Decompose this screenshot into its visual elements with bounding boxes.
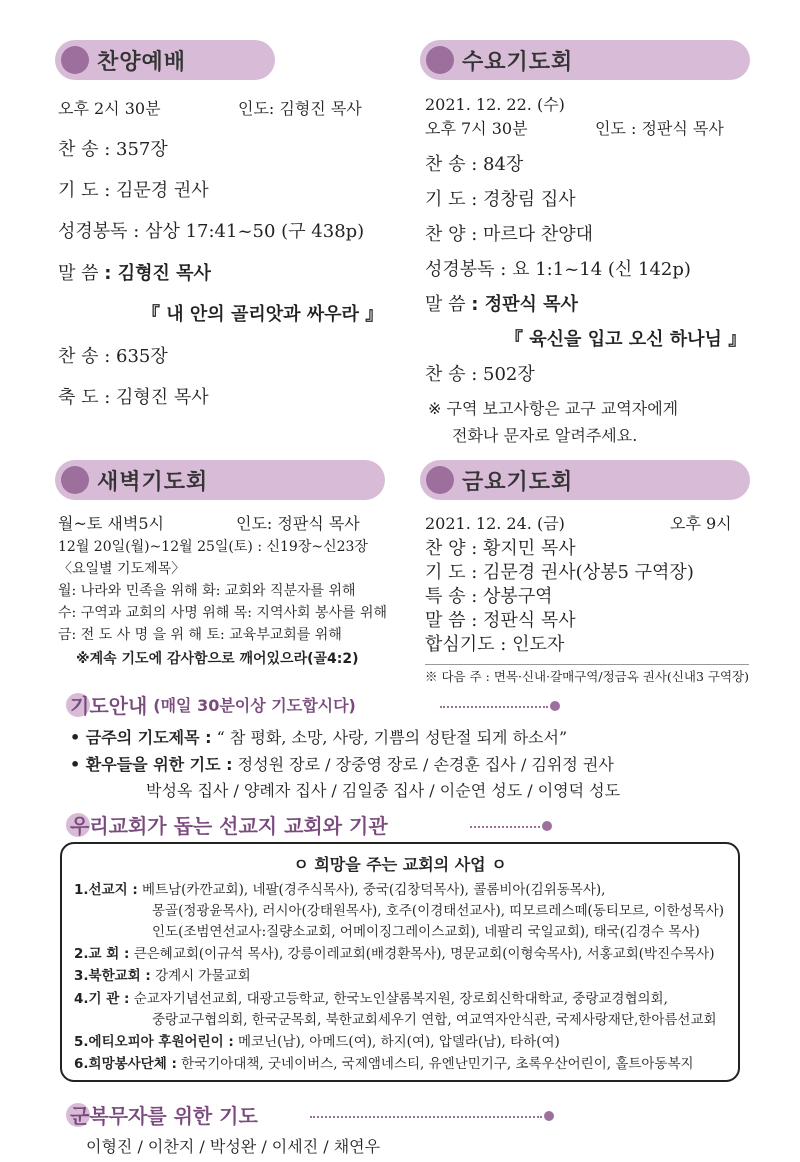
missions-line: 6.희망봉사단체 : 한국기아대책, 굿네이버스, 국제앰네스티, 유엔난민기구, 초록우산어린이, 홀트아동복지 (74, 1056, 694, 1072)
missions-line: 4.기 관 : 순교자기념선교회, 대광고등학교, 한국노인샬롬복지원, 장로회신학대학교, 중랑교경협의회, (74, 991, 668, 1007)
dawn-subtitle: 〈요일별 기도제목〉 (58, 561, 186, 577)
missions-line: 1.선교지 : 베트남(카깐교회), 네팔(경주식목사), 중국(김창덕목사), 콜롬비아(김위동목사), (74, 882, 606, 898)
wednesday-note: ※ 구역 보고사항은 교구 교역자에게 (428, 399, 679, 418)
friday-row: 찬 양 : 황지민 목사 (425, 538, 576, 559)
wednesday-prayer-header (420, 40, 750, 80)
wednesday-row: 기 도 : 경창림 집사 (425, 189, 576, 210)
wednesday-date: 2021. 12. 22. (수) (425, 95, 565, 114)
wednesday-row: 찬 송 : 502장 (425, 364, 535, 385)
wednesday-row: 말 씀 : 정판식 목사 (425, 294, 578, 315)
friday-next-week: ※ 다음 주 : 면목·신내·갈매구역/정금옥 권사(신내3 구역장) (425, 664, 749, 685)
dotted-leader (440, 706, 548, 708)
wednesday-leader: 인도 : 정판식 목사 (595, 119, 724, 138)
wednesday-row: 찬 양 : 마르다 찬양대 (425, 224, 594, 245)
wednesday-sermon-title: 『 육신을 입고 오신 하나님 』 (505, 329, 747, 350)
missions-line: 5.에티오피아 후원어린이 : 메코닌(남), 아메드(여), 하지(여), 압델라(남), 타하(여) (74, 1034, 560, 1050)
wednesday-row: 찬 송 : 84장 (425, 154, 524, 175)
praise-row: 축 도 : 김형진 목사 (58, 387, 209, 408)
military-title: 군복무자를 위한 기도 (70, 1104, 258, 1128)
dawn-schedule: 12월 20일(월)~12월 25일(토) : 신19장~신23장 (58, 539, 368, 555)
praise-service-header (55, 40, 275, 80)
missions-line: 중랑교구협의회, 한국군목회, 북한교회세우기 연합, 여교역자안식관, 국제사랑재단,한아름선교회 (152, 1012, 717, 1028)
dawn-prayer-header (55, 460, 385, 500)
missions-box (60, 842, 740, 1082)
military-names: 이형진 / 이찬지 / 박성완 / 이세진 / 채연우 (86, 1137, 381, 1156)
prayer-guide-subtitle: (매일 30분이상 기도합시다) (153, 696, 356, 715)
friday-time: 오후 9시 (670, 514, 732, 533)
bullet-circle-icon (426, 466, 454, 494)
friday-row: 말 씀 : 정판식 목사 (425, 610, 576, 631)
end-dot-icon (544, 1111, 554, 1121)
dawn-prayer-topic: 월: 나라와 민족을 위해 화: 교회와 직분자를 위해 (58, 583, 356, 599)
dawn-prayer-topic: 금: 전 도 사 명 을 위 해 토: 교육부교회를 위해 (58, 627, 342, 643)
wednesday-prayer-title: 수요기도회 (462, 49, 574, 75)
missions-line: 몽골(정광윤목사), 러시아(강태원목사), 호주(이경태선교사), 띠모르레스떼(동티모르, 이한성목사) (152, 903, 725, 919)
patients-prayer: • 환우들을 위한 기도 : 정성원 장로 / 장중영 장로 / 손경훈 집사 / 김위정 권사 (70, 755, 614, 774)
dawn-verse: ※계속 기도에 감사함으로 깨어있으라(골4:2) (76, 651, 359, 667)
praise-row: 말 씀 : 김형진 목사 (58, 263, 211, 284)
bullet-circle-icon (61, 466, 89, 494)
dotted-leader (470, 826, 540, 828)
praise-time: 오후 2시 30분 (58, 99, 161, 118)
patients-prayer-cont: 박성옥 집사 / 양례자 집사 / 김일중 집사 / 이순연 성도 / 이영덕 성도 (146, 781, 621, 800)
military-header (70, 1100, 258, 1129)
bullet-circle-icon (426, 46, 454, 74)
missions-line: 2.교 회 : 큰은혜교회(이규석 목사), 강릉이레교회(배경환목사), 명문교회(이형숙목사), 서홍교회(박진수목사) (74, 946, 715, 962)
missions-header (70, 810, 388, 839)
praise-row: 찬 송 : 635장 (58, 346, 168, 367)
missions-title: 우리교회가 돕는 선교지 교회와 기관 (70, 814, 388, 838)
dawn-leader: 인도: 정판식 목사 (236, 514, 360, 533)
wednesday-row: 성경봉독 : 요 1:1~14 (신 142p) (425, 259, 691, 280)
missions-box-title: ㅇ 희망을 주는 교회의 사업 ㅇ (293, 855, 507, 874)
praise-sermon-title: 『 내 안의 골리앗과 싸우라 』 (142, 304, 384, 325)
wednesday-time: 오후 7시 30분 (425, 119, 528, 138)
friday-row: 합심기도 : 인도자 (425, 634, 565, 655)
wednesday-note: 전화나 문자로 알려주세요. (452, 426, 638, 445)
prayer-guide-title: 기도안내 (70, 694, 148, 718)
weekly-prayer-topic: • 금주의 기도제목 : “ 참 평화, 소망, 사랑, 기쁨의 성탄절 되게 하소서” (70, 728, 568, 747)
praise-service-title: 찬양예배 (97, 49, 187, 75)
end-dot-icon (542, 821, 552, 831)
friday-row: 기 도 : 김문경 권사(상봉5 구역장) (425, 562, 694, 583)
friday-prayer-title: 금요기도회 (462, 469, 574, 495)
dawn-prayer-topic: 수: 구역과 교회의 사명 위해 목: 지역사회 봉사를 위해 (58, 605, 388, 621)
praise-row: 찬 송 : 357장 (58, 139, 168, 160)
friday-date: 2021. 12. 24. (금) (425, 514, 565, 533)
prayer-guide-header (70, 690, 356, 719)
praise-leader: 인도: 김형진 목사 (238, 99, 362, 118)
praise-row: 기 도 : 김문경 권사 (58, 180, 209, 201)
end-dot-icon (550, 701, 560, 711)
missions-line: 3.북한교회 : 강계시 가물교회 (74, 968, 251, 984)
dawn-time: 월~토 새벽5시 (58, 514, 164, 533)
friday-row: 특 송 : 상봉구역 (425, 586, 553, 607)
dawn-prayer-title: 새벽기도회 (97, 469, 209, 495)
bullet-circle-icon (61, 46, 89, 74)
missions-line: 인도(조범연선교사:질량소교회, 어메이징그레이스교회), 네팔리 국일교회), 태국(김경수 목사) (152, 924, 700, 940)
dotted-leader (310, 1116, 542, 1118)
praise-row: 성경봉독 : 삼상 17:41~50 (구 438p) (58, 221, 365, 242)
friday-prayer-header (420, 460, 750, 500)
